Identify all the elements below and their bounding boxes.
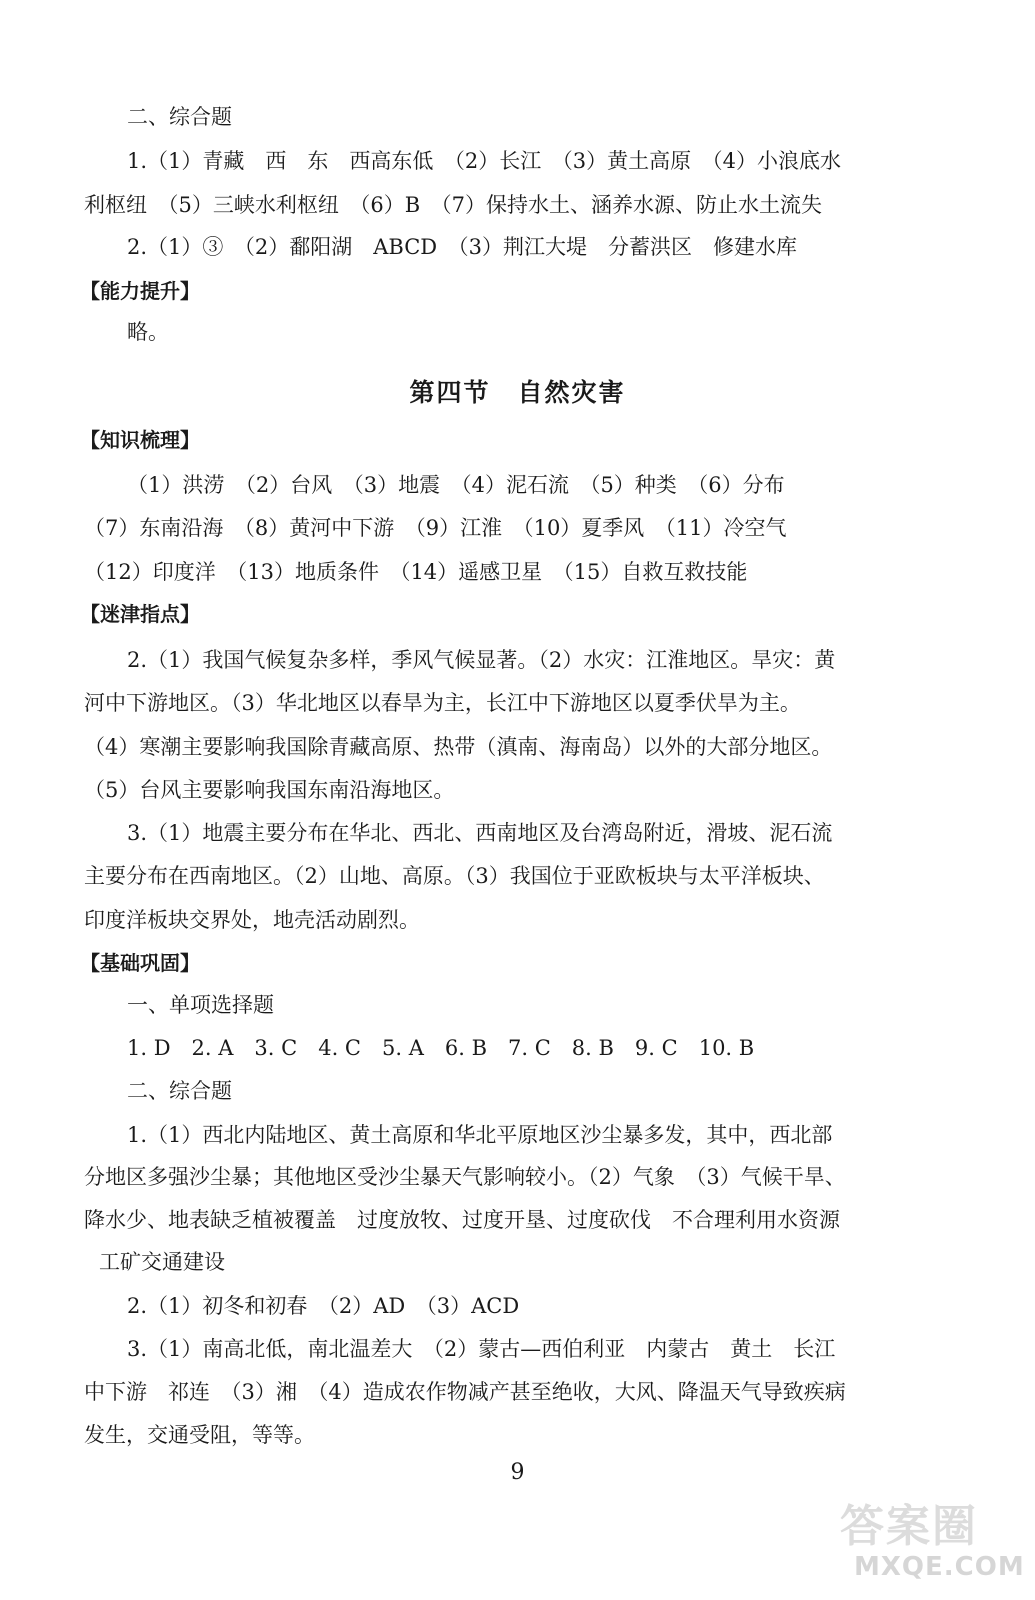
tips2-line4: （5）台风主要影响我国东南沿海地区。 (84, 778, 455, 802)
single-choice-answers: 1. D 2. A 3. C 4. C 5. A 6. B 7. C 8. B 9. C 10. B (127, 1036, 755, 1060)
comp-heading-prev: 二、综合题 (127, 105, 232, 129)
basic-heading: 【基础巩固】 (80, 951, 200, 975)
tips2-line1: 2.（1）我国气候复杂多样，季风气候显著。（2）水灾：江淮地区。旱灾：黄 (127, 648, 836, 672)
ability-body: 略。 (127, 320, 169, 344)
tips3-line2: 主要分布在西南地区。（2）山地、高原。（3）我国位于亚欧板块与太平洋板块、 (84, 864, 825, 888)
comp3-line2: 中下游 祁连 （3）湘 （4）造成农作物减产甚至绝收，大风、降温天气导致疾病 (84, 1380, 846, 1404)
comp3-line1: 3.（1）南高北低，南北温差大 （2）蒙古—西伯利亚 内蒙古 黄土 长江 (127, 1337, 836, 1361)
knowledge-line1: （1）洪涝 （2）台风 （3）地震 （4）泥石流 （5）种类 （6）分布 (127, 473, 785, 497)
q1-line1: 1.（1）青藏 西 东 西高东低 （2）长江 （3）黄土高原 （4）小浪底水 (127, 149, 841, 173)
section-title: 第四节 自然灾害 (409, 378, 626, 407)
knowledge-heading: 【知识梳理】 (80, 428, 200, 452)
comp2-line: 2.（1）初冬和初春 （2）AD （3）ACD (127, 1294, 520, 1318)
knowledge-line2: （7）东南沿海 （8）黄河中下游 （9）江淮 （10）夏季风 （11）冷空气 (84, 516, 787, 540)
ability-heading: 【能力提升】 (80, 279, 200, 303)
comp1-line4: 工矿交通建设 (99, 1250, 225, 1274)
knowledge-line3: （12）印度洋 （13）地质条件 （14）遥感卫星 （15）自救互救技能 (84, 560, 748, 584)
watermark-url: MXQE.COM (854, 1552, 1025, 1582)
comp1-line3: 降水少、地表缺乏植被覆盖 过度放牧、过度开垦、过度砍伐 不合理利用水资源 (84, 1208, 840, 1232)
tips2-line2: 河中下游地区。（3）华北地区以春旱为主，长江中下游地区以夏季伏旱为主。 (84, 691, 801, 715)
tips3-line3: 印度洋板块交界处，地壳活动剧烈。 (84, 908, 420, 932)
watermark (840, 1490, 1025, 1590)
q2-line: 2.（1）③ （2）鄱阳湖 ABCD （3）荆江大堤 分蓄洪区 修建水库 (127, 235, 798, 259)
single-choice-heading: 一、单项选择题 (127, 993, 274, 1017)
page-number: 9 (510, 1460, 525, 1485)
tips-heading: 【迷津指点】 (80, 602, 200, 626)
tips3-line1: 3.（1）地震主要分布在华北、西北、西南地区及台湾岛附近，滑坡、泥石流 (127, 821, 833, 845)
comp1-line1: 1.（1）西北内陆地区、黄土高原和华北平原地区沙尘暴多发，其中，西北部 (127, 1123, 833, 1147)
tips2-line3: （4）寒潮主要影响我国除青藏高原、热带（滇南、海南岛）以外的大部分地区。 (84, 735, 833, 759)
watermark-logo-text: 答案圈 (840, 1501, 978, 1552)
comp3-line3: 发生，交通受阻，等等。 (84, 1423, 315, 1447)
comp-heading: 二、综合题 (127, 1079, 232, 1103)
q1-line2: 利枢纽 （5）三峡水利枢纽 （6）B （7）保持水土、涵养水源、防止水土流失 (84, 193, 823, 217)
comp1-line2: 分地区多强沙尘暴；其他地区受沙尘暴天气影响较小。（2）气象 （3）气候干旱、 (84, 1165, 846, 1189)
